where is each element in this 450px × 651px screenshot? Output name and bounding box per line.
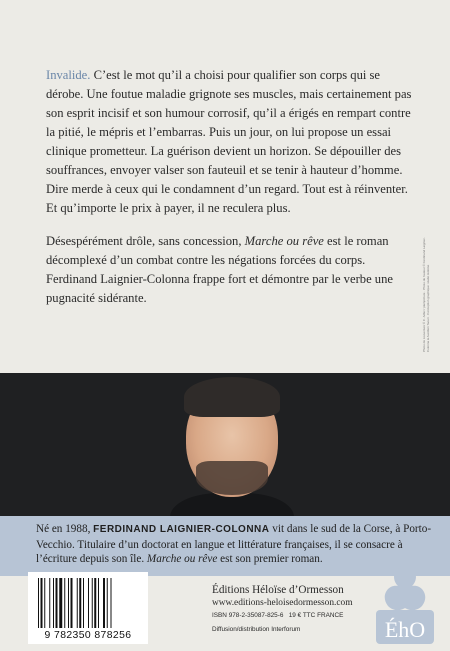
- isbn-text: ISBN 978-2-35087-825-6: [212, 612, 284, 619]
- publisher-logo: [370, 560, 440, 648]
- barcode-bar: [92, 578, 93, 628]
- barcode-bar: [107, 578, 108, 628]
- book-title-inline: Marche ou rêve: [146, 553, 218, 566]
- blurb-p2-rest: est le roman décomplexé d’un combat contre les négations forcées du corps. Ferdinand Laignier-Colonna frappe fort et démontre par le verbe une pugnacité sidérante.: [46, 234, 393, 305]
- barcode-bar: [68, 578, 69, 628]
- barcode-bar: [83, 578, 84, 628]
- blurb-paragraph-1: [46, 66, 416, 218]
- barcode-bar: [88, 578, 89, 628]
- barcode-bar: [44, 578, 45, 628]
- barcode-bar: [49, 578, 50, 628]
- barcode-bar: [71, 578, 73, 628]
- barcode-bar: [103, 578, 105, 628]
- isbn-price-line: [212, 612, 343, 619]
- publisher-name: Éditions Héloïse d’Ormesson: [212, 584, 344, 596]
- author-name: FERDINAND LAIGNIER-COLONNA: [93, 524, 270, 535]
- blurb-p2-start: Désespérément drôle, sans concession,: [46, 234, 245, 248]
- publisher-website: www.editions-heloisedormesson.com: [212, 598, 353, 608]
- barcode-bar: [98, 578, 99, 628]
- barcode-bars: [36, 578, 140, 628]
- author-photo: [0, 373, 450, 539]
- isbn-barcode: [28, 572, 148, 644]
- barcode-bar: [59, 578, 62, 628]
- author-bio: Né en 1988, FERDINAND LAIGNIER-COLONNA vit dans le sud de la Corse, à Porto-Vecchio. Titulaire d’un doctorat en langue et littérature françaises, il se consacre à l’écriture depuis son île. Marche ou rêve est son premier roman.: [36, 523, 432, 566]
- blurb-paragraph-2: [46, 232, 416, 308]
- blurb-p1-text: C’est le mot qu’il a choisi pour qualifier son corps qui se dérobe. Une foutue maladie grignote ses muscles, mais certainement pas son esprit incisif et son humour corrosif, qu’il a érigés en rempart contre la pitié, le mépris et l’embarras. Puis un jour, on lui propose un essai clinique prometteur. La guérison devient un horizon. Se dépouiller des souffrances, envoyer valser son fauteuil et se tenir à hauteur d’homme. Dire merde à ceux qui le condamnent d’un regard. Tout est à réinventer. Et qu’importe le prix à payer, il ne reculera plus.: [46, 68, 412, 215]
- publisher-logo-text: ÉhO: [384, 617, 426, 642]
- barcode-bar: [94, 578, 96, 628]
- barcode-number: 9 782350 878256: [44, 630, 132, 641]
- barcode-bar: [53, 578, 54, 628]
- photo-credits: [422, 232, 434, 352]
- barcode-bar: [111, 578, 112, 628]
- barcode-bar: [77, 578, 78, 628]
- barcode-bar: [56, 578, 58, 628]
- barcode-bar: [79, 578, 81, 628]
- price: 19 €: [288, 612, 302, 619]
- barcode-bar: [41, 578, 43, 628]
- blurb-keyword: Invalide.: [46, 68, 91, 82]
- photo-credits-text: Photo de couverture © C. Adler / plainpicture · Photo de l’auteur © Ferdinand Laignier-Colonna & Aurélien Taouri · Conception graphique: studio Héloïse: [422, 237, 430, 352]
- barcode-bar: [64, 578, 65, 628]
- barcode-bar: [38, 578, 39, 628]
- distribution-text: Diffusion/distribution Interforum: [212, 626, 301, 633]
- price-suffix: TTC FRANCE: [302, 612, 344, 619]
- back-cover-blurb: [46, 66, 416, 322]
- book-title-inline: Marche ou rêve: [244, 234, 324, 248]
